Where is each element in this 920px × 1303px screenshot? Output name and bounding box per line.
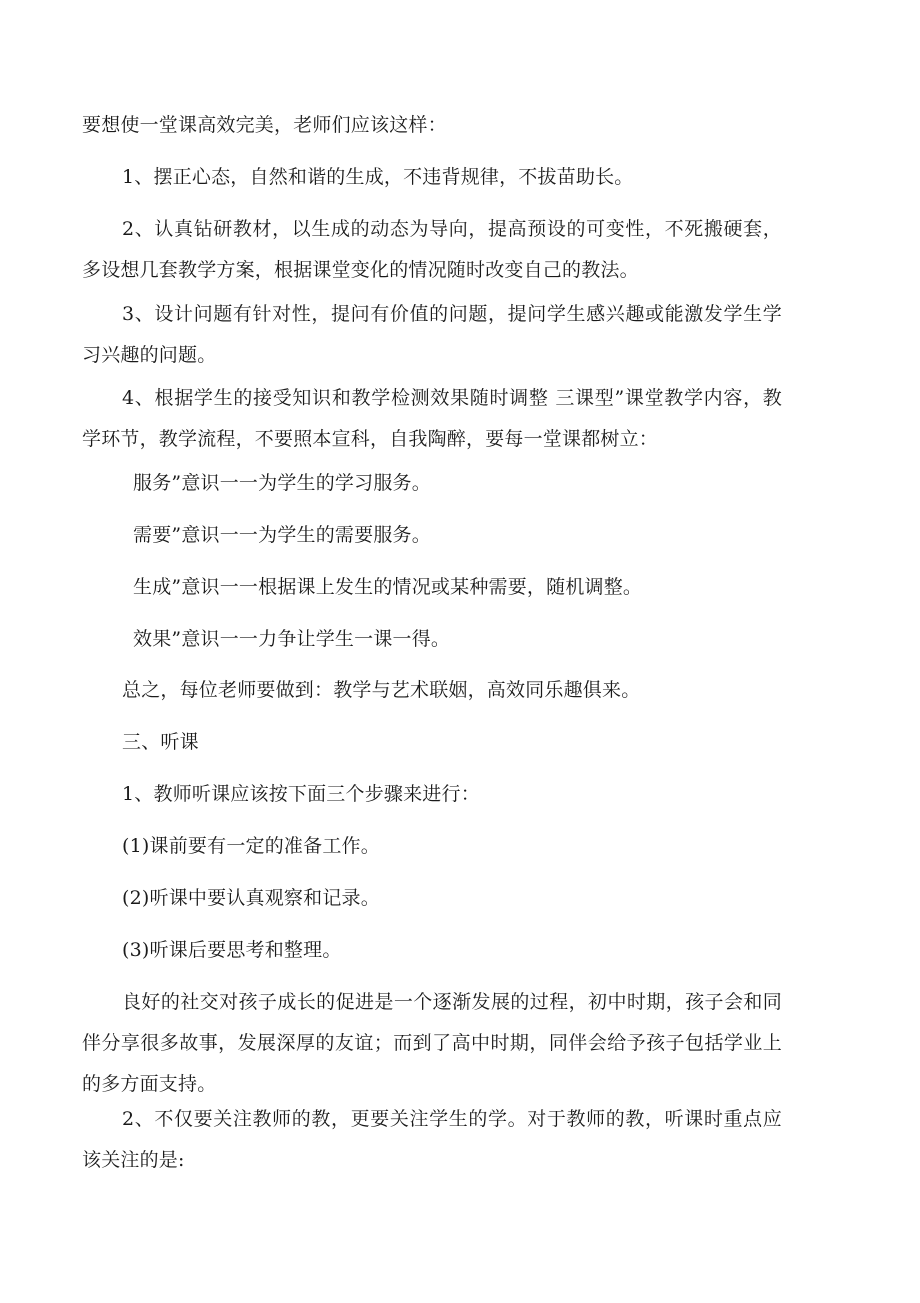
observation-step-3: (3)听课后要思考和整理。 [122, 939, 342, 961]
generation-awareness-line: 生成”意识一一根据课上发生的情况或某种需要，随机调整。 [133, 576, 643, 598]
observation-step-2: (2)听课中要认真观察和记录。 [122, 887, 380, 909]
effect-awareness-line: 效果”意识一一力争让学生一课一得。 [133, 628, 451, 650]
observation-step-1: (1)课前要有一定的准备工作。 [122, 835, 380, 857]
point-2-paragraph: 2、认真钻研教材，以生成的动态为导向，提高预设的可变性，不死搬硬套，多设想几套教学方案，根据课堂变化的情况随时改变自己的教法。 [82, 218, 782, 281]
observation-point-1: 1、教师听课应该按下面三个步骤来进行： [122, 783, 480, 805]
section-heading-lesson-observation: 三、听课 [122, 731, 199, 753]
point-4-paragraph: 4、根据学生的接受知识和教学检测效果随时调整 三课型”课堂教学内容，教学环节，教学流程，不要照本宣科，自我陶醉，要每一堂课都树立： [82, 387, 782, 450]
observation-point-2: 2、不仅要关注教师的教，更要关注学生的学。对于教师的教，听课时重点应该关注的是: [82, 1108, 782, 1171]
need-awareness-line: 需要”意识一一为学生的需要服务。 [133, 524, 431, 546]
summary-paragraph: 总之，每位老师要做到：教学与艺术联姻，高效同乐趣俱来。 [122, 679, 641, 701]
point-1-paragraph: 1、摆正心态，自然和谐的生成，不违背规律，不拔苗助长。 [122, 166, 634, 188]
point-3-paragraph: 3、设计问题有针对性，提问有价值的问题，提问学生感兴趣或能激发学生学习兴趣的问题。 [82, 303, 782, 366]
social-development-paragraph: 良好的社交对孩子成长的促进是一个逐渐发展的过程，初中时期，孩子会和同伴分享很多故事，发展深厚的友谊；而到了高中时期，同伴会给予孩子包括学业上的多方面支持。 [82, 991, 782, 1095]
intro-paragraph: 要想使一堂课高效完美，老师们应该这样： [82, 114, 447, 136]
service-awareness-line: 服务”意识一一为学生的学习服务。 [133, 472, 431, 494]
